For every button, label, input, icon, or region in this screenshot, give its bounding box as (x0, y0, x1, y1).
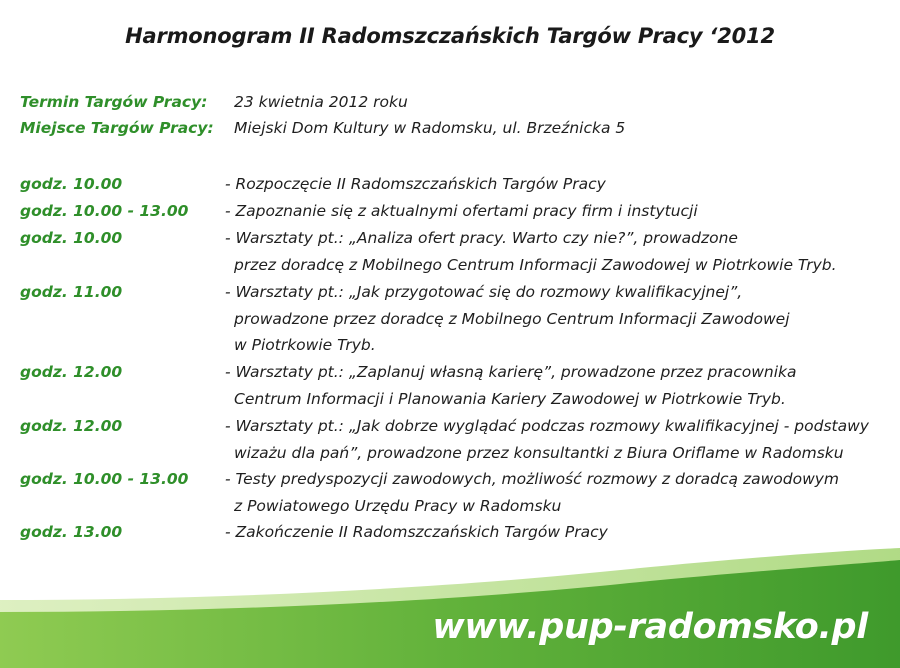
schedule-time: godz. 10.00 (20, 229, 123, 247)
schedule-time: godz. 12.00 (20, 363, 123, 381)
schedule-desc-continued: z Powiatowego Urzędu Pracy w Radomsku (234, 496, 562, 515)
event-location-label: Miejsce Targów Pracy: (20, 119, 214, 137)
schedule-desc: - Testy predyspozycji zawodowych, możliwość rozmowy z doradcą zawodowym (225, 470, 840, 488)
schedule-time: godz. 10.00 - 13.00 (20, 202, 189, 220)
schedule-desc: - Warsztaty pt.: „Analiza ofert pracy. Warto czy nie?”, prowadzone (225, 229, 738, 247)
schedule-desc: - Zakończenie II Radomszczańskich Targów Pracy (225, 523, 608, 541)
schedule-desc-continued: Centrum Informacji i Planowania Kariery Zawodowej w Piotrkowie Tryb. (234, 389, 786, 408)
schedule-item (20, 413, 880, 467)
website-link[interactable]: www.pup-radomsko.pl (432, 607, 868, 647)
event-date-row (20, 93, 880, 115)
schedule-desc-continued: w Piotrkowie Tryb. (234, 336, 376, 355)
event-date-label: Termin Targów Pracy: (20, 93, 208, 111)
event-location-row (20, 119, 880, 141)
schedule-item (20, 198, 880, 225)
schedule-item (20, 466, 880, 520)
schedule-desc-continued: prowadzone przez doradcę z Mobilnego Centrum Informacji Zawodowej (234, 309, 790, 328)
schedule-time: godz. 10.00 - 13.00 (20, 470, 189, 488)
schedule-item (20, 225, 880, 279)
schedule-desc-continued: przez doradcę z Mobilnego Centrum Informacji Zawodowej w Piotrkowie Tryb. (234, 255, 837, 274)
schedule-item (20, 279, 880, 360)
schedule-desc: - Warsztaty pt.: „Zaplanuj własną karierę”, prowadzone przez pracownika (225, 363, 797, 381)
schedule-desc: - Zapoznanie się z aktualnymi ofertami pracy firm i instytucji (225, 202, 698, 220)
schedule-time: godz. 13.00 (20, 523, 123, 541)
schedule-desc-continued: wizażu dla pań”, prowadzone przez konsultantki z Biura Oriflame w Radomsku (234, 443, 844, 462)
page-title: Harmonogram II Radomszczańskich Targów Pracy ‘2012 (125, 24, 775, 48)
schedule-item (20, 171, 880, 198)
schedule-desc: - Warsztaty pt.: „Jak przygotować się do rozmowy kwalifikacyjnej”, (225, 283, 743, 301)
event-date-value: 23 kwietnia 2012 roku (234, 93, 408, 111)
schedule-time: godz. 11.00 (20, 283, 123, 301)
schedule-desc: - Warsztaty pt.: „Jak dobrze wyglądać podczas rozmowy kwalifikacyjnej - podstawy (225, 417, 869, 435)
schedule-time: godz. 10.00 (20, 175, 123, 193)
schedule-time: godz. 12.00 (20, 417, 123, 435)
schedule-item (20, 359, 880, 413)
schedule-item (20, 519, 880, 546)
schedule-desc: - Rozpoczęcie II Radomszczańskich Targów Pracy (225, 175, 606, 193)
event-location-value: Miejski Dom Kultury w Radomsku, ul. Brzeźnicka 5 (234, 119, 626, 137)
